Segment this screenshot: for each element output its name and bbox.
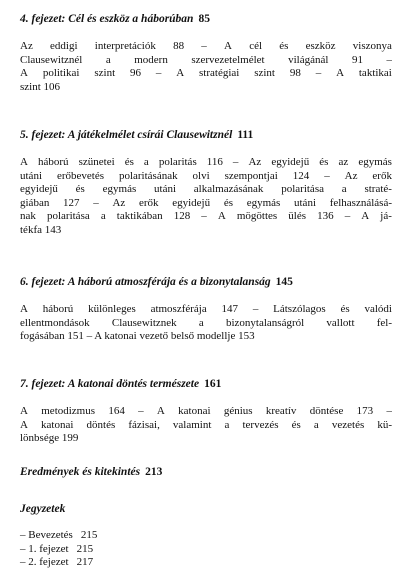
word: vallott	[326, 316, 355, 329]
chapter-5-line: tékfa 143	[20, 223, 62, 236]
chapter-4-line	[20, 67, 392, 81]
list-item	[20, 543, 392, 557]
word: erőbevetés	[56, 169, 104, 182]
word: szervezetelmélet	[191, 53, 265, 66]
word: egymás	[102, 183, 137, 196]
chapter-5-line	[20, 170, 392, 184]
word: egyidejű	[271, 156, 310, 168]
notes-item-page: 215	[76, 542, 94, 555]
chapter-5-line	[20, 183, 392, 197]
chapter-7-line	[20, 419, 392, 433]
word: vezetés	[331, 418, 365, 431]
word: A	[224, 40, 232, 52]
word: döntése	[309, 405, 344, 417]
chapter-6-line: fogásában 151 – A katonai vezető belső modellje 153	[20, 330, 255, 343]
word: Az	[344, 169, 358, 182]
chapter-7-line: lönbsége 199	[20, 432, 79, 445]
word: A	[20, 418, 28, 431]
word: 124	[292, 169, 310, 182]
word: A	[217, 210, 226, 223]
word: erők	[372, 169, 392, 182]
chapter-7-entry	[20, 377, 392, 446]
word: fázisai,	[128, 418, 160, 431]
word: –	[386, 405, 392, 417]
word: 136	[317, 210, 334, 223]
word: 164	[108, 405, 125, 417]
word: –	[138, 405, 144, 417]
word: –	[232, 156, 239, 168]
word: különleges	[88, 303, 136, 315]
word: Látszólagos	[273, 303, 326, 315]
chapter-4-line	[20, 54, 392, 68]
word: interpretációk	[94, 40, 156, 52]
word: 116	[206, 156, 223, 168]
list-item	[20, 556, 392, 570]
word: A	[20, 156, 28, 168]
word: és	[75, 183, 85, 196]
word: és	[279, 40, 289, 52]
chapter-7-title: 7. fejezet: A katonai döntés természete	[20, 378, 200, 390]
chapter-4-heading	[20, 12, 392, 26]
word: 98	[289, 67, 301, 80]
word: giában	[20, 196, 50, 209]
word: szempontjai	[224, 169, 278, 182]
chapter-4-title: 4. fejezet: Cél és eszköz a háborúban	[20, 13, 194, 25]
word: –	[155, 67, 162, 80]
word: egyidejű	[20, 183, 58, 196]
chapter-5-contents	[20, 156, 392, 238]
word: atmoszférája	[150, 303, 207, 315]
word: a	[105, 53, 111, 66]
word: háború	[38, 156, 69, 168]
list-item	[20, 529, 392, 543]
chapter-5-line	[20, 210, 392, 224]
word: taktikai	[358, 67, 392, 80]
word: utáni	[294, 196, 316, 209]
word: polaritásának	[118, 169, 178, 182]
word: kü-	[377, 418, 392, 431]
word: 88	[173, 40, 185, 52]
word: 127	[63, 196, 80, 209]
chapter-6-heading	[20, 275, 392, 289]
word: tervezés	[242, 418, 279, 431]
word: Az	[248, 156, 262, 168]
word: cél	[249, 40, 263, 52]
word: a	[100, 210, 106, 223]
word: A	[20, 405, 28, 417]
word: 147	[221, 303, 239, 315]
word: eszköz	[305, 40, 336, 52]
word: polaritása	[281, 183, 324, 196]
word: katonai	[41, 418, 74, 431]
word: –	[386, 53, 392, 66]
word: valódi	[364, 303, 392, 315]
word: világánál	[288, 53, 329, 66]
notes-heading: Jegyzetek	[20, 503, 66, 515]
word: és	[223, 196, 233, 209]
results-heading	[20, 465, 392, 479]
notes-item-label: – Bevezetés	[20, 529, 73, 541]
word: A	[20, 303, 28, 315]
word: szünetei	[78, 156, 115, 168]
chapter-6-line	[20, 317, 392, 331]
word: kreatív	[265, 405, 297, 417]
chapter-7-contents	[20, 405, 392, 446]
word: ellentmondások	[20, 316, 90, 329]
word: straté-	[364, 183, 392, 196]
word: –	[344, 210, 351, 223]
chapter-6-page: 145	[275, 276, 293, 288]
word: valamint	[172, 418, 212, 431]
word: döntés	[86, 418, 116, 431]
chapter-6-contents	[20, 303, 392, 344]
word: já-	[380, 210, 392, 223]
chapter-5-page: 111	[237, 129, 254, 141]
word: viszonya	[352, 40, 392, 52]
word: felhasználásá-	[329, 196, 392, 209]
chapter-5-line	[20, 156, 392, 170]
word: olvi	[192, 169, 210, 182]
notes-list	[20, 529, 392, 570]
chapter-5-heading	[20, 128, 392, 142]
word: mögöttes	[236, 210, 278, 223]
word: –	[324, 169, 330, 182]
chapter-6-title: 6. fejezet: A háború atmoszférája és a bizonytalanság	[20, 276, 271, 288]
word: A	[176, 67, 185, 80]
chapter-5-line	[20, 197, 392, 211]
word: Az	[20, 40, 33, 52]
word: bizonytalanságról	[225, 316, 305, 329]
word: polaritása	[46, 210, 90, 223]
chapter-4-page: 85	[198, 13, 210, 25]
word: Clausewitznél	[20, 53, 83, 66]
word: polaritás	[158, 156, 197, 168]
word: A	[156, 405, 165, 417]
word: 128	[173, 210, 191, 223]
word: A	[336, 67, 345, 80]
word: utáni	[20, 169, 42, 182]
word: utáni	[154, 183, 177, 196]
chapter-6-entry	[20, 275, 392, 344]
notes-item-page: 217	[76, 556, 94, 569]
word: génius	[223, 405, 253, 417]
word: –	[201, 210, 207, 223]
chapter-7-page: 161	[204, 378, 222, 390]
word: alkalmazásának	[193, 183, 264, 196]
word: nak	[20, 210, 36, 223]
notes-item-label: – 2. fejezet	[20, 556, 69, 569]
notes-item-page: 215	[80, 529, 98, 541]
word: a	[143, 156, 149, 168]
chapter-4-contents	[20, 40, 392, 94]
word: 96	[129, 67, 141, 80]
chapter-4-entry	[20, 12, 392, 94]
word: –	[315, 67, 322, 80]
chapter-5-entry	[20, 128, 392, 238]
chapter-4-line	[20, 40, 392, 54]
word: egymás	[358, 156, 392, 168]
word: egyidejű	[172, 196, 211, 209]
word: taktikában	[116, 210, 163, 223]
word: Az	[112, 196, 126, 209]
chapter-4-line: szint 106	[20, 80, 61, 93]
word: stratégiai	[199, 67, 240, 80]
word: és	[340, 303, 350, 315]
word: eddigi	[50, 40, 78, 52]
word: a	[313, 418, 319, 431]
notes-entry	[20, 502, 392, 570]
results-title: Eredmények és kitekintés	[20, 466, 141, 478]
word: a	[341, 183, 347, 196]
word: fel-	[376, 316, 392, 329]
results-page: 213	[145, 466, 163, 478]
word: politikai	[42, 67, 80, 80]
notes-item-label: – 1. fejezet	[20, 542, 69, 555]
word: és	[319, 156, 329, 168]
word: –	[201, 40, 207, 52]
chapter-6-line	[20, 303, 392, 317]
word: A	[20, 67, 28, 80]
word: Clausewitznek	[111, 316, 177, 329]
word: egymás	[246, 196, 281, 209]
word: a	[198, 316, 204, 329]
word: 173	[356, 405, 374, 417]
word: –	[93, 196, 99, 209]
word: és	[124, 156, 134, 168]
chapter-5-title: 5. fejezet: A játékelmélet csírái Clausewitznél	[20, 129, 233, 141]
word: A	[361, 210, 370, 223]
word: modern	[134, 53, 168, 66]
word: erők	[138, 196, 159, 209]
word: szint	[94, 67, 116, 80]
results-entry	[20, 465, 392, 479]
word: ülés	[288, 210, 307, 223]
word: szint	[254, 67, 275, 80]
word: és	[291, 418, 301, 431]
word: metodizmus	[41, 405, 96, 417]
word: 91	[351, 53, 363, 66]
word: háború	[42, 303, 74, 315]
chapter-7-heading	[20, 377, 392, 391]
word: katonai	[178, 405, 211, 417]
word: az	[338, 156, 349, 168]
word: –	[252, 303, 259, 315]
chapter-7-line	[20, 405, 392, 419]
word: a	[224, 418, 230, 431]
